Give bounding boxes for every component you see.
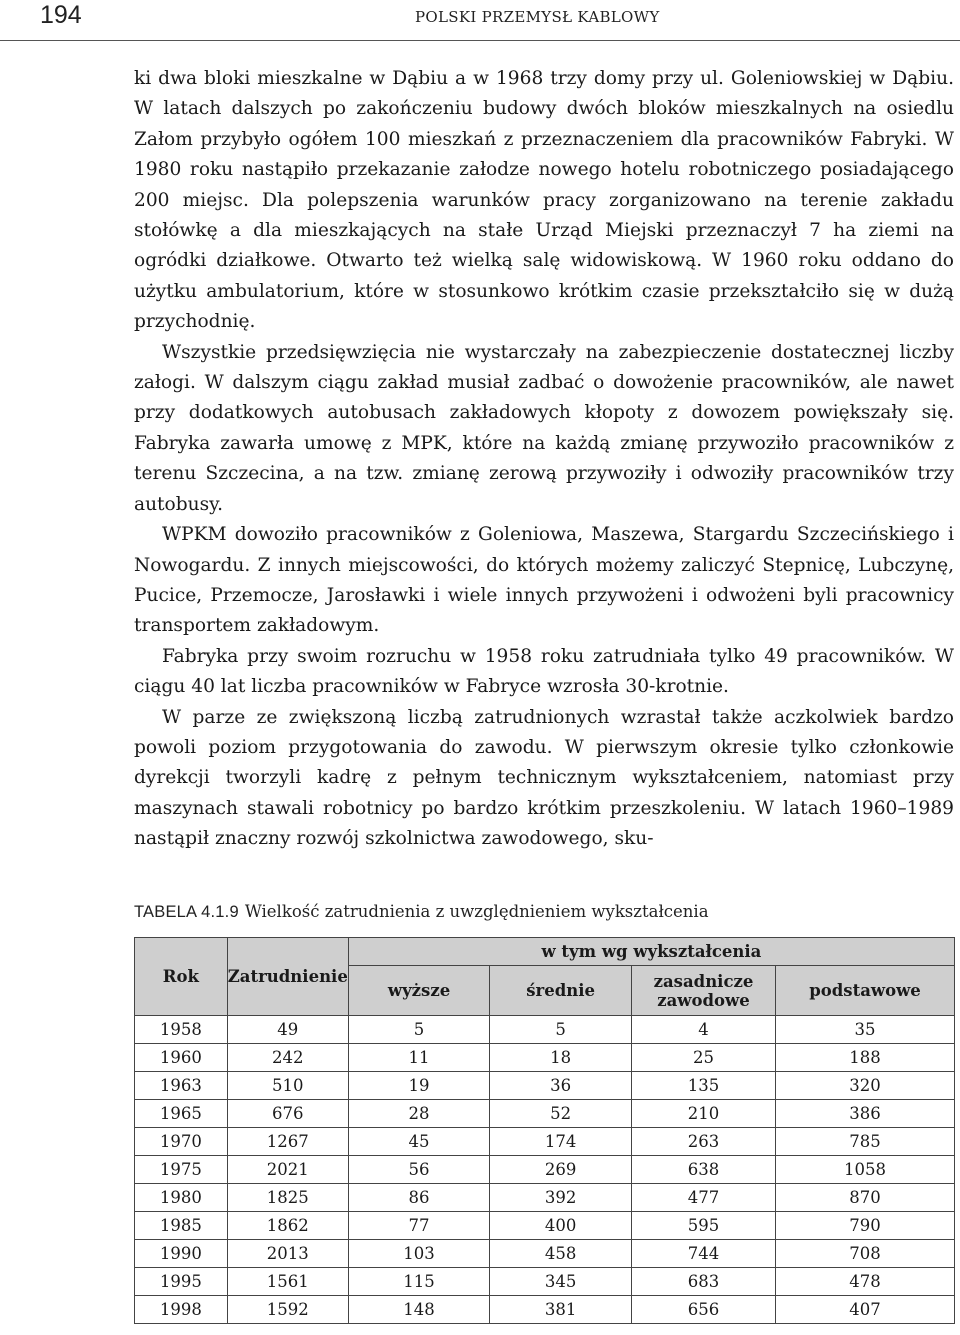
cell-wyzsze: 45 <box>348 1128 489 1156</box>
paragraph: WPKM dowoziło pracowników z Goleniowa, Maszewa, Stargardu Szczecińskiego i Nowogardu. Z innych miejscowości, do których możemy zaliczyć Stepnicę, Lubczynę, Pucice, Przemocze, Jarosławki i wiele innych przywożeni i odwożeni byli pracownicy transportem zakładowym. <box>134 524 954 637</box>
cell-zasadnicze: 638 <box>631 1156 775 1184</box>
cell-podstawowe: 407 <box>776 1296 955 1324</box>
paragraph: Wszystkie przedsięwzięcia nie wystarczały na zabezpieczenie dostatecznej liczby załogi. W dalszym ciągu zakład musiał zadbać o dowożenie pracowników, ale nawet przy dodatkowych autobusach zakładowych kłopoty z dowozem powiększały się. Fabryka zawarła umowę z MPK, które na każdą zmianę przywoziło pracowników z terenu Szczecina, a na tzw. zmianę zerową przywoziły i odwoziły pracowników trzy autobusy. <box>134 341 954 515</box>
table-caption-text: Wielkość zatrudnienia z uwzględnieniem wykształcenia <box>244 902 709 921</box>
header-rok: Rok <box>135 938 228 1016</box>
cell-zatrudnienie: 1267 <box>227 1128 348 1156</box>
paragraph: ki dwa bloki mieszkalne w Dąbiu a w 1968 trzy domy przy ul. Goleniowskiej w Dąbiu. W latach dalszych po zakończeniu budowy dwóch bloków mieszkalnych na osiedlu Załom przybyło ogółem 100 mieszkań z przeznaczeniem dla pracowników Fabryki. W 1980 roku nastąpiło przekazanie załodze nowego hotelu robotniczego posiadającego 200 miejsc. Dla polepszenia warunków pracy zorganizowano na terenie zakładu stołówkę a dla mieszkających na stałe Urząd Miejski przeznaczył 7 ha ziemi na ogródki działkowe. Otwarto też wielką salę widowiskową. W 1960 roku oddano do użytku ambulatorium, które w stosunkowo krótkim czasie przekształciło się w dużą przychodnię. <box>134 68 954 333</box>
cell-zatrudnienie: 1561 <box>227 1268 348 1296</box>
body-text <box>134 64 954 855</box>
cell-podstawowe: 320 <box>776 1072 955 1100</box>
cell-zatrudnienie: 510 <box>227 1072 348 1100</box>
cell-wyzsze: 56 <box>348 1156 489 1184</box>
cell-podstawowe: 188 <box>776 1044 955 1072</box>
cell-zatrudnienie: 242 <box>227 1044 348 1072</box>
table-row <box>135 1184 955 1212</box>
cell-rok: 1995 <box>135 1268 228 1296</box>
page-header <box>0 0 960 41</box>
table-row <box>135 1268 955 1296</box>
cell-rok: 1970 <box>135 1128 228 1156</box>
cell-podstawowe: 790 <box>776 1212 955 1240</box>
cell-zasadnicze: 210 <box>631 1100 775 1128</box>
paragraph: Fabryka przy swoim rozruchu w 1958 roku zatrudniała tylko 49 pracowników. W ciągu 40 lat liczba pracowników w Fabryce wzrosła 30-krotnie. <box>134 645 954 698</box>
running-head: POLSKI PRZEMYSŁ KABLOWY <box>415 8 660 26</box>
cell-rok: 1975 <box>135 1156 228 1184</box>
cell-rok: 1960 <box>135 1044 228 1072</box>
table-row <box>135 1296 955 1324</box>
table-caption <box>134 902 709 922</box>
table-row <box>135 1072 955 1100</box>
table-row <box>135 1212 955 1240</box>
header-wyzsze: wyższe <box>348 966 489 1016</box>
cell-srednie: 174 <box>490 1128 632 1156</box>
cell-zatrudnienie: 1825 <box>227 1184 348 1212</box>
cell-zatrudnienie: 49 <box>227 1016 348 1044</box>
cell-zasadnicze: 656 <box>631 1296 775 1324</box>
header-group-wyksztalcenie: w tym wg wykształcenia <box>348 938 954 966</box>
cell-wyzsze: 28 <box>348 1100 489 1128</box>
cell-zatrudnienie: 1592 <box>227 1296 348 1324</box>
cell-zatrudnienie: 2013 <box>227 1240 348 1268</box>
cell-srednie: 345 <box>490 1268 632 1296</box>
cell-wyzsze: 115 <box>348 1268 489 1296</box>
cell-srednie: 458 <box>490 1240 632 1268</box>
paragraph: W parze ze zwiększoną liczbą zatrudnionych wzrastał także aczkolwiek bardzo powoli poziom przygotowania do zawodu. W pierwszym okresie tylko członkowie dyrekcji tworzyli kadrę z pełnym technicznym wykształceniem, natomiast przy maszynach stawali robotnicy po bardzo krótkim przeszkoleniu. W latach 1960–1989 nastąpił znaczny rozwój szkolnictwa zawodowego, sku- <box>134 706 954 850</box>
cell-podstawowe: 478 <box>776 1268 955 1296</box>
cell-zatrudnienie: 1862 <box>227 1212 348 1240</box>
cell-srednie: 36 <box>490 1072 632 1100</box>
cell-rok: 1980 <box>135 1184 228 1212</box>
cell-zasadnicze: 25 <box>631 1044 775 1072</box>
cell-zasadnicze: 595 <box>631 1212 775 1240</box>
cell-srednie: 5 <box>490 1016 632 1044</box>
cell-srednie: 400 <box>490 1212 632 1240</box>
cell-zatrudnienie: 676 <box>227 1100 348 1128</box>
table-row <box>135 1100 955 1128</box>
table-row <box>135 1128 955 1156</box>
cell-zasadnicze: 683 <box>631 1268 775 1296</box>
cell-rok: 1963 <box>135 1072 228 1100</box>
cell-wyzsze: 148 <box>348 1296 489 1324</box>
cell-zatrudnienie: 2021 <box>227 1156 348 1184</box>
table-row <box>135 1240 955 1268</box>
cell-podstawowe: 386 <box>776 1100 955 1128</box>
cell-podstawowe: 708 <box>776 1240 955 1268</box>
cell-zasadnicze: 263 <box>631 1128 775 1156</box>
cell-rok: 1958 <box>135 1016 228 1044</box>
cell-wyzsze: 86 <box>348 1184 489 1212</box>
cell-srednie: 269 <box>490 1156 632 1184</box>
cell-wyzsze: 77 <box>348 1212 489 1240</box>
cell-wyzsze: 11 <box>348 1044 489 1072</box>
header-srednie: średnie <box>490 966 632 1016</box>
employment-table <box>134 937 955 1324</box>
cell-podstawowe: 35 <box>776 1016 955 1044</box>
header-podstawowe: podstawowe <box>776 966 955 1016</box>
cell-rok: 1985 <box>135 1212 228 1240</box>
cell-zasadnicze: 135 <box>631 1072 775 1100</box>
header-zasadnicze: zasadnicze zawodowe <box>631 966 775 1016</box>
table-caption-label: TABELA 4.1.9 <box>134 903 239 921</box>
cell-srednie: 52 <box>490 1100 632 1128</box>
cell-zasadnicze: 744 <box>631 1240 775 1268</box>
table-row <box>135 1044 955 1072</box>
table-row <box>135 1156 955 1184</box>
page-number: 194 <box>40 1 82 29</box>
table-row <box>135 1016 955 1044</box>
cell-podstawowe: 785 <box>776 1128 955 1156</box>
cell-srednie: 18 <box>490 1044 632 1072</box>
cell-rok: 1965 <box>135 1100 228 1128</box>
cell-podstawowe: 1058 <box>776 1156 955 1184</box>
cell-wyzsze: 19 <box>348 1072 489 1100</box>
cell-wyzsze: 103 <box>348 1240 489 1268</box>
cell-rok: 1998 <box>135 1296 228 1324</box>
cell-srednie: 381 <box>490 1296 632 1324</box>
cell-podstawowe: 870 <box>776 1184 955 1212</box>
cell-zasadnicze: 477 <box>631 1184 775 1212</box>
cell-rok: 1990 <box>135 1240 228 1268</box>
cell-wyzsze: 5 <box>348 1016 489 1044</box>
header-zatrudnienie: Zatrudnienie <box>227 938 348 1016</box>
cell-srednie: 392 <box>490 1184 632 1212</box>
cell-zasadnicze: 4 <box>631 1016 775 1044</box>
